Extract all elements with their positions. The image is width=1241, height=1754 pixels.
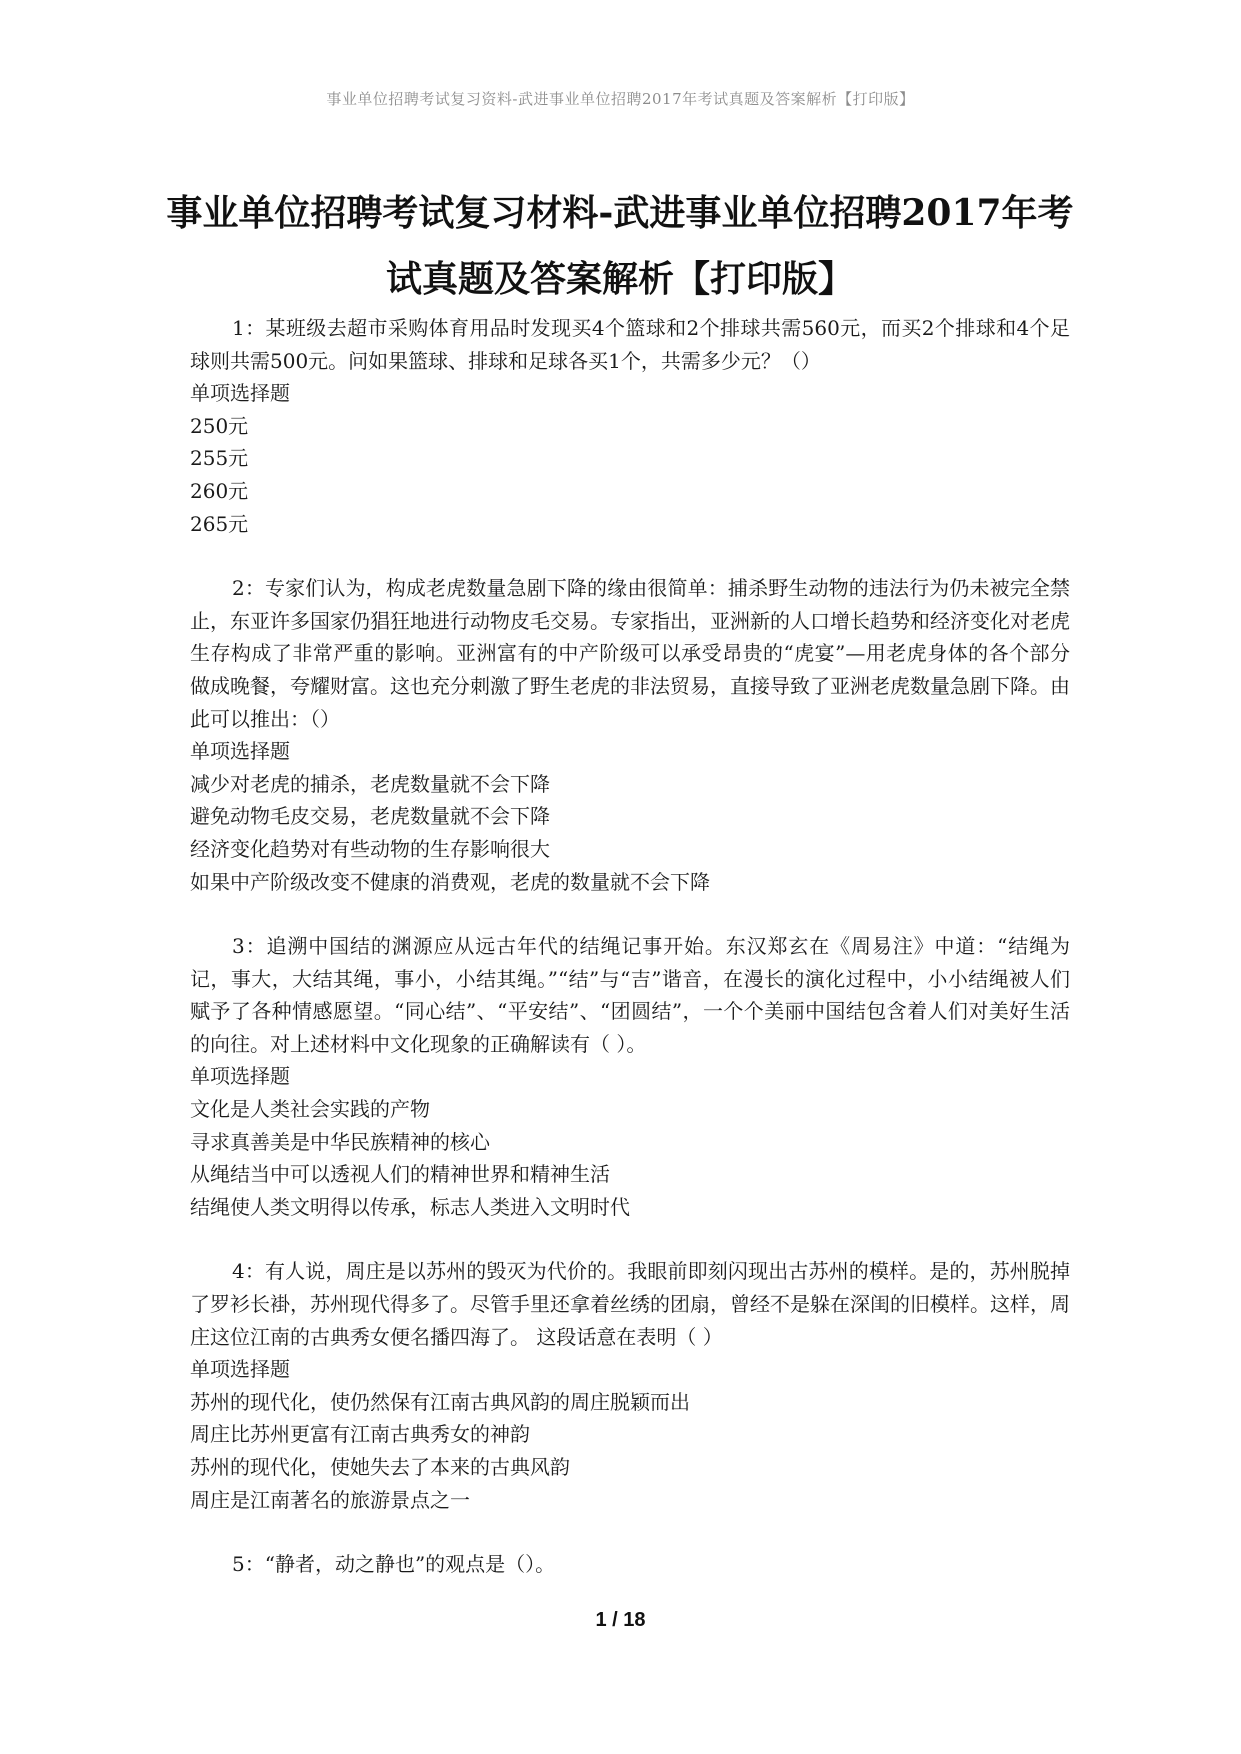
- option-item: 250元: [190, 413, 249, 438]
- question-type: 单项选择题: [190, 739, 290, 764]
- document-title: 事业单位招聘考试复习材料-武进事业单位招聘2017年考试真题及答案解析【打印版】: [166, 192, 1074, 301]
- option-item: 结绳使人类文明得以传承，标志人类进入文明时代: [190, 1194, 630, 1219]
- option-item: 周庄是江南著名的旅游景点之一: [190, 1487, 470, 1512]
- document-body: [190, 312, 1070, 1613]
- option-item: 260元: [190, 478, 249, 503]
- option-item: 周庄比苏州更富有江南古典秀女的神韵: [190, 1422, 530, 1447]
- question-type: 单项选择题: [190, 1357, 290, 1382]
- question-type: 单项选择题: [190, 381, 290, 406]
- option-item: 265元: [190, 511, 249, 536]
- question-stem: 2：专家们认为，构成老虎数量急剧下降的缘由很简单：捕杀野生动物的违法行为仍未被完全禁止，东亚许多国家仍猖狂地进行动物皮毛交易。专家指出，亚洲新的人口增长趋势和经济变化对老虎生存构成了非常严重的影响。亚洲富有的中产阶级可以承受昂贵的“虎宴”—用老虎身体的各个部分做成晚餐，夸耀财富。这也充分刺激了野生老虎的非法贸易，直接导致了亚洲老虎数量急剧下降。由此可以推出：（）: [190, 576, 1070, 731]
- running-header: 事业单位招聘考试复习资料-武进事业单位招聘2017年考试真题及答案解析【打印版】: [326, 90, 915, 108]
- option-item: 文化是人类社会实践的产物: [190, 1097, 430, 1122]
- option-item: 苏州的现代化，使她失去了本来的古典风韵: [190, 1455, 570, 1479]
- question-4: [190, 1255, 1070, 1516]
- option-item: 寻求真善美是中华民族精神的核心: [190, 1129, 490, 1154]
- question-stem: 5：“静者，动之静也”的观点是（）。: [232, 1552, 556, 1577]
- question-stem: 3：追溯中国结的渊源应从远古年代的结绳记事开始。东汉郑玄在《周易注》中道：“结绳为记，事大，大结其绳，事小，小结其绳。”“结”与“吉”谐音，在漫长的演化过程中，小小结绳被人们赋予了各种情感愿望。“同心结”、“平安结”、“团圆结”，一个个美丽中国结包含着人们对美好生活的向往。对上述材料中文化现象的正确解读有（ ）。: [190, 934, 1070, 1056]
- option-item: 如果中产阶级改变不健康的消费观，老虎的数量就不会下降: [190, 869, 710, 894]
- question-type: 单项选择题: [190, 1064, 290, 1089]
- question-5: [190, 1548, 1070, 1581]
- question-2: [190, 572, 1070, 898]
- option-item: 苏州的现代化，使仍然保有江南古典风韵的周庄脱颖而出: [190, 1389, 690, 1414]
- option-item: 255元: [190, 446, 249, 471]
- option-item: 经济变化趋势对有些动物的生存影响很大: [190, 836, 550, 861]
- question-3: [190, 930, 1070, 1223]
- option-item: 从绳结当中可以透视人们的精神世界和精神生活: [190, 1162, 610, 1187]
- question-stem: 4：有人说，周庄是以苏州的毁灭为代价的。我眼前即刻闪现出古苏州的模样。是的，苏州脱掉了罗衫长褂，苏州现代得多了。尽管手里还拿着丝绣的团扇，曾经不是躲在深闺的旧模样。这样，周庄这位江南的古典秀女便名播四海了。 这段话意在表明（ ）: [190, 1259, 1070, 1349]
- page-indicator: 1 / 18: [595, 1609, 646, 1631]
- option-item: 避免动物毛皮交易，老虎数量就不会下降: [190, 804, 550, 829]
- question-stem: 1：某班级去超市采购体育用品时发现买4个篮球和2个排球共需560元，而买2个排球和4个足球则共需500元。问如果篮球、排球和足球各买1个，共需多少元？（）: [190, 316, 1070, 373]
- question-1: [190, 312, 1070, 540]
- option-item: 减少对老虎的捕杀，老虎数量就不会下降: [190, 771, 550, 796]
